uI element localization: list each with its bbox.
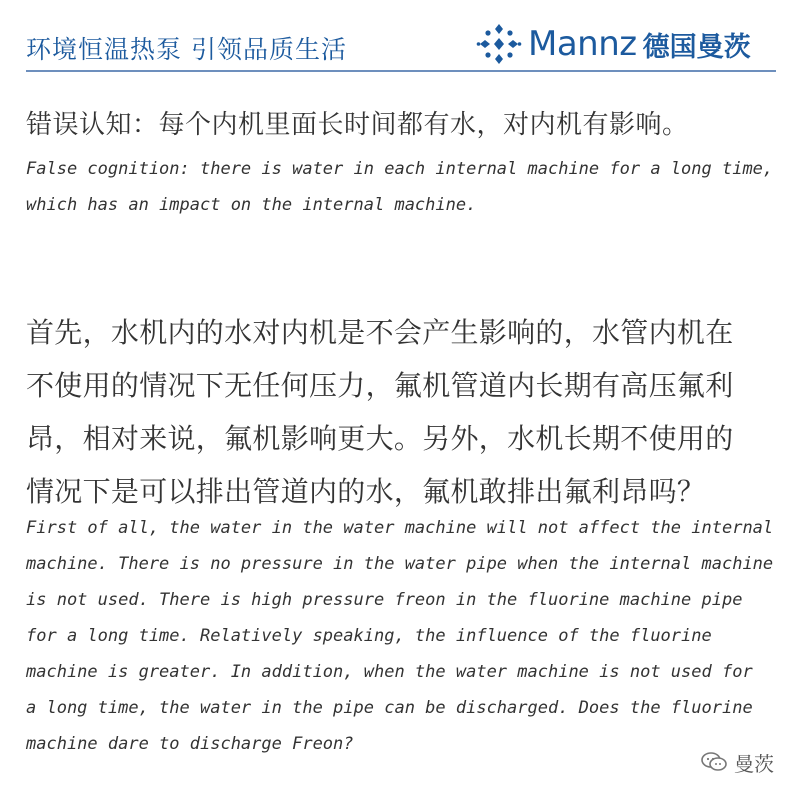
text-line: 首先，水机内的水对内机是不会产生影响的，水管内机在	[26, 316, 734, 349]
explanation-paragraph-en	[26, 510, 773, 762]
text-line: for a long time. Relatively speaking, the influence of the fluorine	[26, 626, 712, 646]
text-line: which has an impact on the internal machine.	[26, 195, 477, 215]
text-line: machine. There is no pressure in the water pipe when the internal machine	[26, 554, 774, 574]
text-line: is not used. There is high pressure freon in the fluorine machine pipe	[26, 590, 743, 610]
brand-name-cn: 德国曼茨	[642, 31, 751, 63]
explanation-paragraph-cn	[26, 306, 786, 518]
text-line: a long time, the water in the pipe can be discharged. Does the fluorine	[26, 698, 753, 718]
text-line: False cognition: there is water in each internal machine for a long time,	[26, 159, 774, 179]
text-line: machine is greater. In addition, when the water machine is not used for	[26, 662, 753, 682]
misconception-heading-en	[26, 151, 773, 223]
text-line: 不使用的情况下无任何压力，氟机管道内长期有高压氟利	[26, 369, 734, 402]
slogan: 环境恒温热泵 引领品质生活	[26, 35, 347, 64]
text-line: 情况下是可以排出管道内的水，氟机敢排出氟利昂吗？	[26, 475, 706, 508]
misconception-heading-cn: 错误认知：每个内机里面长时间都有水，对内机有影响。	[26, 110, 689, 140]
logo-mark-icon	[476, 22, 522, 66]
header	[0, 0, 800, 72]
watermark-text: 曼茨	[734, 751, 774, 776]
text-line: 昂，相对来说，氟机影响更大。另外，水机长期不使用的	[26, 422, 734, 455]
text-line: First of all, the water in the water machine will not affect the internal	[26, 518, 774, 538]
text-line: machine dare to discharge Freon?	[26, 734, 354, 754]
wechat-watermark	[700, 748, 774, 776]
brand-name: Mannz	[528, 24, 637, 64]
wechat-icon	[700, 750, 728, 774]
brand-logo	[476, 22, 751, 66]
header-divider	[26, 70, 776, 72]
